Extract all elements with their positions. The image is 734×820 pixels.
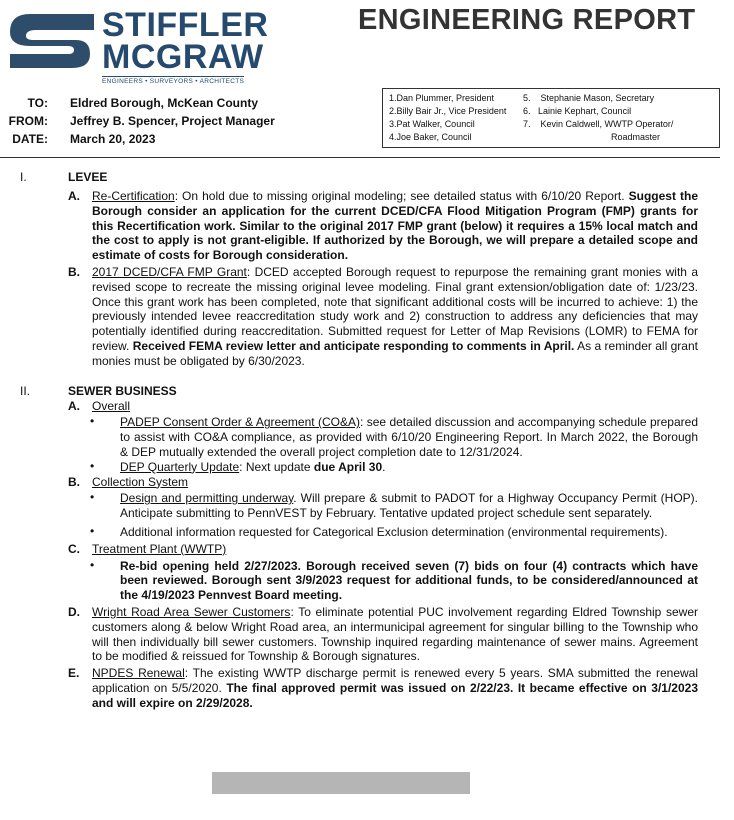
council-member: 1.Dan Plummer, President <box>389 93 495 103</box>
item-bold-text: The final approved permit was issued on 2/22/23. It became effective on 3/1/2023 and will expire on 2/29/2028. <box>92 680 698 710</box>
item-text: : On hold due to missing original modeling; see detailed status with 6/10/20 Report. <box>174 189 629 203</box>
company-logo <box>10 6 269 85</box>
council-member: 3.Pat Walker, Council <box>389 119 475 129</box>
item-npdes-renewal <box>68 666 698 710</box>
bullet-coa <box>90 414 698 459</box>
bullet-categorical-exclusion <box>90 523 698 540</box>
bullet-icon: • <box>90 523 95 538</box>
item-overall <box>68 398 698 414</box>
bullet-icon: • <box>90 458 95 473</box>
item-wright-road <box>68 604 698 664</box>
memo-header <box>0 96 275 150</box>
viewer-toolbar-overlay[interactable] <box>212 772 470 794</box>
bullet-text: : Next update <box>239 459 314 474</box>
date-label: DATE: <box>12 132 48 146</box>
item-letter: A. <box>68 398 80 413</box>
date-value: March 20, 2023 <box>70 132 156 146</box>
item-heading: Overall <box>92 398 131 413</box>
from-value: Jeffrey B. Spencer, Project Manager <box>70 114 275 128</box>
to-label: TO: <box>27 96 48 110</box>
council-member: 7. Kevin Caldwell, WWTP Operator/ <box>523 119 674 129</box>
bullet-text-tail: . <box>382 459 386 474</box>
bullet-design <box>90 490 698 521</box>
logo-line-1: STIFFLER <box>102 6 269 44</box>
logo-mark-icon <box>10 10 94 72</box>
bullet-text: : see detailed discussion and accompanying schedule prepared to assist with CO&A compliance, as provided with 6/10/20 Engineering Report. In March 2022, the Borough & DEP mutually extended the overall project completion date to 12/31/2024. <box>120 415 698 459</box>
item-letter: B. <box>68 474 80 489</box>
item-letter: B. <box>68 264 80 279</box>
header-divider <box>0 157 720 158</box>
section-number: I. <box>20 170 27 184</box>
bullet-text: . Will prepare & submit to PADOT for a Highway Occupancy Permit (HOP). Anticipate submitting to PennVEST by February. Tentative updated project schedule sent separately. <box>120 491 698 521</box>
item-letter: D. <box>68 604 80 619</box>
section-levee <box>0 170 734 185</box>
item-letter: A. <box>68 189 80 203</box>
bullet-text: Additional information requested for Categorical Exclusion determination (environmental requirements). <box>120 524 668 539</box>
section-sewer <box>0 384 734 399</box>
council-member: 2.Billy Bair Jr., Vice President <box>389 106 507 116</box>
bullet-rebid <box>90 557 698 603</box>
section-title: LEVEE <box>68 170 108 184</box>
item-text: : The existing WWTP discharge permit is renewed every 5 years. SMA submitted the renewal application on 5/5/2020. <box>92 666 698 695</box>
bullet-icon: • <box>90 490 95 505</box>
report-title: ENGINEERING REPORT <box>358 4 696 36</box>
bullet-dep-update <box>90 458 698 475</box>
council-member-role: Roadmaster <box>611 132 661 142</box>
council-member: 6. Lainie Kephart, Council <box>523 106 632 116</box>
bullet-bold-text: due April 30 <box>313 459 383 474</box>
item-text: : To eliminate potential PUC involvement regarding Eldred Township sewer customers along & below Wright Road area, an intermunicipal agreement for singular billing to the Township who will then individually bill sewer customers. Township inquired regarding maintenance of sewer mains. Agreement to be modified & reissued for Township & Borough signatures. <box>92 604 698 664</box>
item-heading: Treatment Plant (WWTP) <box>92 541 227 556</box>
report-body <box>0 170 734 711</box>
item-fmp-grant <box>68 264 698 369</box>
bullet-bold-text: Re-bid opening held 2/27/2023. Borough received seven (7) bids on four (4) contracts which have been reviewed. Borough sent 3/9/2023 request for additional funds, to be considered/announced at the 4/19/2023 Pennvest Board meeting. <box>120 558 698 603</box>
council-member: 5. Stephanie Mason, Secretary <box>523 93 655 103</box>
item-treatment-plant <box>68 541 698 557</box>
to-value: Eldred Borough, McKean County <box>70 96 259 110</box>
item-text: : DCED accepted Borough request to repurpose the remaining grant monies with a revised scope to recreate the missing original levee modeling. Final grant extension/obligation date of: 1/23/23. Once this grant work has been completed, note that significant additional costs will be incurred to achieve: 1) the previously intended levee reaccreditation study work and 2) construction to address any deficiencies that may potentially identified during reaccreditation. Submitted request for Letter of Map Revisions (LOMR) to FEMA for review. <box>92 264 698 353</box>
council-member: 4.Joe Baker, Council <box>389 132 472 142</box>
item-bold-text: Suggest the Borough consider an application for the current DCED/CFA Flood Mitigation Program (FMP) grants for this Recertification work. Similar to the original 2017 FMP grant (below) it requires a 15% local match and the cost to apply is not grant-eligible. If authorized by the Borough, we will prepare a detailed scope and estimate of costs for Borough consideration. <box>92 189 699 263</box>
item-heading: Re-Certification <box>92 189 175 203</box>
item-text-tail: As a reminder all grant monies must be obligated by 6/30/2023. <box>92 338 698 368</box>
item-letter: C. <box>68 541 80 556</box>
item-heading: Collection System <box>92 474 189 489</box>
bullet-icon: • <box>90 557 95 572</box>
bullet-heading: DEP Quarterly Update <box>120 459 240 474</box>
item-letter: E. <box>68 666 80 681</box>
item-recertification <box>68 189 699 263</box>
bullet-heading: PADEP Consent Order & Agreement (CO&A) <box>120 415 360 430</box>
bullet-icon: • <box>90 414 95 429</box>
from-label: FROM: <box>8 114 48 128</box>
item-heading: 2017 DCED/CFA FMP Grant <box>92 264 247 279</box>
item-heading: NPDES Renewal <box>92 666 185 681</box>
logo-line-2: MCGRAW <box>102 38 264 76</box>
bullet-heading: Design and permitting underway <box>120 491 294 506</box>
section-number: II. <box>20 383 31 398</box>
item-collection-system <box>68 474 698 490</box>
section-title: SEWER BUSINESS <box>68 383 177 398</box>
item-bold-text: Received FEMA review letter and anticipate responding to comments in April. <box>132 338 575 353</box>
logo-tagline: ENGINEERS • SURVEYORS • ARCHITECTS <box>102 78 245 85</box>
item-heading: Wright Road Area Sewer Customers <box>92 604 291 619</box>
council-roster <box>382 88 720 148</box>
